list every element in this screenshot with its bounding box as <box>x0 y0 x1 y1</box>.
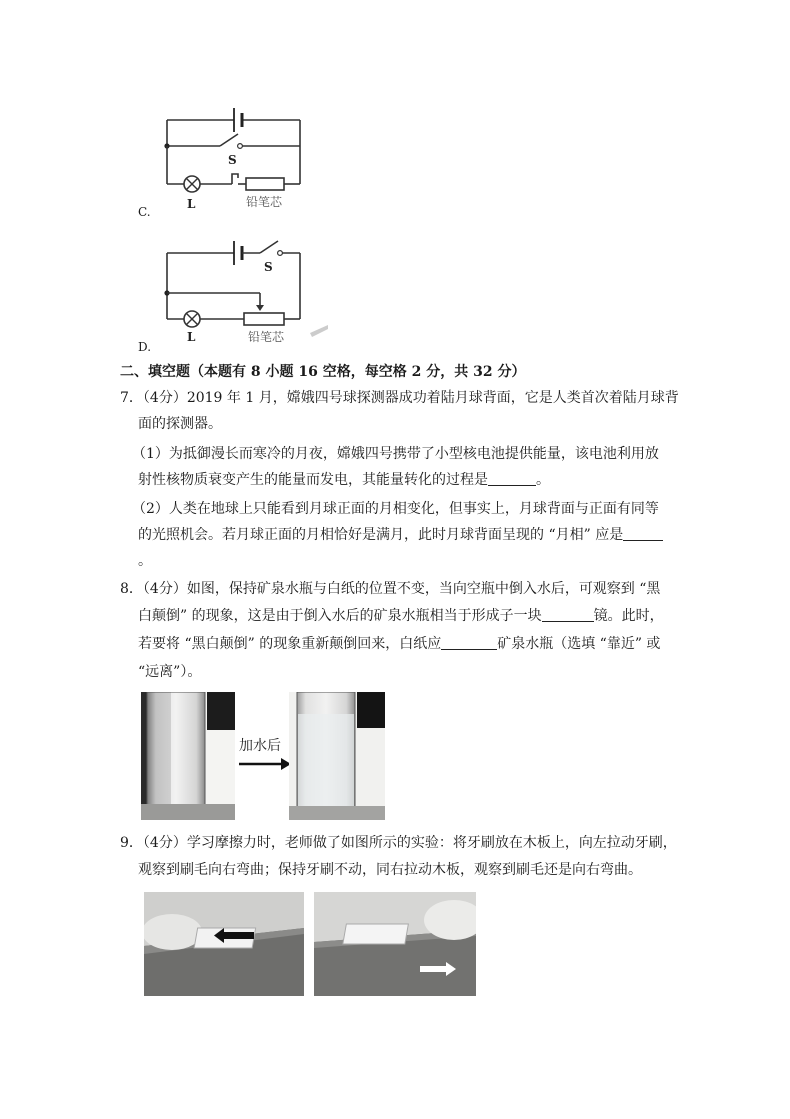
q7-part2-line2 <box>138 522 663 548</box>
q9-stem-line1: 9．（4分）学习摩擦力时，老师做了如图所示的实验：将牙刷放在木板上，向左拉动牙刷， <box>120 835 677 851</box>
q8-stem-line3: 若要将 “黑白颠倒” 的现象重新颠倒回来，白纸应 矿泉水瓶（选填 “靠近” 或 <box>138 631 660 657</box>
lamp-icon <box>184 176 200 192</box>
circuit-diagram-c <box>160 100 310 215</box>
q7-stem-line2: 面的探测器。 <box>138 416 222 432</box>
q7-part2-line1: （2）人类在地球上只能看到月球正面的月相变化，但事实上，月球背面与正面有同等 <box>132 501 659 517</box>
q9-stem-line2: 观察到刷毛向右弯曲；保持牙刷不动，同右拉动木板，观察到刷毛还是向右弯曲。 <box>138 862 642 878</box>
q7-answer-blank-1[interactable] <box>488 469 536 486</box>
left-arrow-icon <box>224 932 254 939</box>
q8-answer-blank-1[interactable] <box>542 605 594 622</box>
switch-blade <box>260 241 278 253</box>
resistor-label: 铅笔芯 <box>246 195 283 209</box>
q7-part1-text: 射性核物质衰变产生的能量而发电，其能量转化的过程是 <box>138 472 488 488</box>
resistor-label: 铅笔芯 <box>248 330 285 344</box>
q7-stem-line1: 7．（4分）2019 年 1 月，嫦娥四号球探测器成功着陆月球背面，它是人类首次着陆月球背 <box>120 390 679 406</box>
toothbrush-photo-right <box>314 892 476 996</box>
q7-part2-line3: 。 <box>138 553 152 569</box>
q8-answer-blank-2[interactable] <box>441 633 497 650</box>
lamp-label: L <box>187 197 196 211</box>
arrow-label: 加水后 <box>239 738 281 754</box>
circuit-diagram-d <box>160 233 330 348</box>
toothbrush-photo-left <box>144 892 304 996</box>
lamp-label: L <box>187 330 196 344</box>
right-arrow-icon <box>420 966 446 972</box>
q7-part2-text: 的光照机会。若月球正面的月相恰好是满月，此时月球背面呈现的 “月相” 应是 <box>138 527 624 543</box>
q7-part1-line1: （1）为抵御漫长而寒冷的月夜，嫦娥四号携带了小型核电池提供能量，该电池利用放 <box>132 446 659 462</box>
pencil-lead-resistor <box>246 178 284 190</box>
bottle-experiment-photo <box>141 692 385 820</box>
q7-part1-line2: 射性核物质衰变产生的能量而发电，其能量转化的过程是 。 <box>138 467 550 493</box>
switch-blade <box>220 134 238 146</box>
pencil-lead-resistor <box>244 313 284 325</box>
q7-answer-blank-2[interactable] <box>623 524 663 541</box>
option-d-label: D. <box>138 340 152 354</box>
q8-stem-line4: “远离”）。 <box>138 664 202 680</box>
switch-label: S <box>228 153 237 167</box>
q8-stem-line2: 白颠倒” 的现象，这是由于倒入水后的矿泉水瓶相当于形成子一块 镜。此时， <box>138 603 664 629</box>
option-c-label: C. <box>138 205 151 219</box>
q8-stem-line1: 8．（4分）如图，保持矿泉水瓶与白纸的位置不变，当向空瓶中倒入水后，可观察到 “黑 <box>120 581 661 597</box>
switch-label: S <box>264 260 273 274</box>
lamp-icon <box>184 311 200 327</box>
section-title: 二、填空题（本题有 8 小题 16 空格，每空格 2 分，共 32 分） <box>120 364 526 380</box>
